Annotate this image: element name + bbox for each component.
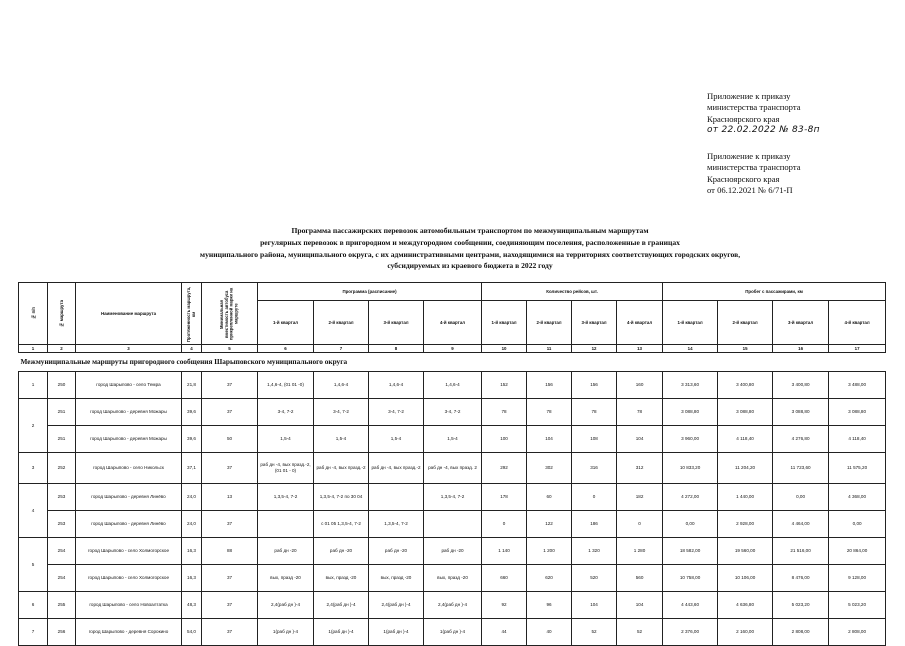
trips-q4: 1 280 [617, 538, 663, 565]
trips-q2: 60 [527, 484, 572, 511]
column-number: 10 [482, 345, 527, 353]
bus-capacity: 13 [202, 484, 258, 511]
schedule-q3: 3-4, 7-2 [369, 399, 424, 426]
mileage-q1: 10 833,20 [663, 453, 718, 484]
column-number: 7 [314, 345, 369, 353]
approval-line: министерства транспорта [707, 102, 801, 113]
trips-q3: 186 [572, 511, 617, 538]
section-title: Межмуниципальные маршруты пригородного сообщения Шарыповского муниципального округа [19, 353, 886, 372]
mileage-q2: 4 118,40 [718, 426, 773, 453]
column-number: 9 [424, 345, 482, 353]
table-row [19, 538, 886, 565]
mileage-q4: 20 864,00 [829, 538, 886, 565]
mileage-q3: 8 476,00 [773, 565, 829, 592]
bus-capacity: 88 [202, 538, 258, 565]
trips-q2: 78 [527, 399, 572, 426]
schedule-q2: раб дн -20 [314, 538, 369, 565]
title-line: Программа пассажирских перевозок автомобильным транспортом по межмуниципальным маршрутам [291, 226, 649, 235]
trips-q2: 156 [527, 372, 572, 399]
mileage-q2: 1 440,00 [718, 484, 773, 511]
schedule-q3: 1(раб дн )-4 [369, 619, 424, 646]
row-number: 7 [19, 619, 48, 646]
column-number: 11 [527, 345, 572, 353]
route-number: 251 [48, 426, 76, 453]
header-mileage-q3: 3-й квартал [773, 301, 829, 345]
mileage-q2: 2 160,00 [718, 619, 773, 646]
schedule-q4 [424, 511, 482, 538]
bus-capacity: 37 [202, 619, 258, 646]
mileage-q1: 4 272,00 [663, 484, 718, 511]
schedule-q3: раб дн -4, вых празд.-2 [369, 453, 424, 484]
approval-date-handwritten: от 22.02.2022 № 83-8п [707, 125, 820, 136]
schedule-q1 [258, 511, 314, 538]
mileage-q2: 4 636,80 [718, 592, 773, 619]
column-number: 16 [773, 345, 829, 353]
column-number: 1 [19, 345, 48, 353]
route-length: 48,3 [182, 592, 202, 619]
routes-table [18, 282, 886, 646]
schedule-q1: 3-4, 7-2 [258, 399, 314, 426]
schedule-q1: 1,5-4 [258, 426, 314, 453]
column-number: 2 [48, 345, 76, 353]
route-length: 24,0 [182, 511, 202, 538]
schedule-q4: 1,4,6-4 [424, 372, 482, 399]
schedule-q4: 3-4, 7-2 [424, 399, 482, 426]
trips-q1: 660 [482, 565, 527, 592]
header-schedule-group: Программа (расписание) [258, 283, 482, 301]
schedule-q3: раб дн -20 [369, 538, 424, 565]
schedule-q4: 2,4(раб дн )-4 [424, 592, 482, 619]
trips-q4: 312 [617, 453, 663, 484]
trips-q3: 520 [572, 565, 617, 592]
bus-capacity: 37 [202, 592, 258, 619]
route-length: 54,0 [182, 619, 202, 646]
mileage-q2: 11 204,20 [718, 453, 773, 484]
mileage-q4: 4 368,00 [829, 484, 886, 511]
route-number: 255 [48, 592, 76, 619]
schedule-q4: раб дн -4, вых празд. 2 [424, 453, 482, 484]
row-number: 4 [19, 484, 48, 538]
schedule-q1: 2,4(раб дн )-4 [258, 592, 314, 619]
trips-q4: 52 [617, 619, 663, 646]
header-num: № п/п [19, 283, 48, 345]
schedule-q1: раб дн -20 [258, 538, 314, 565]
route-number: 252 [48, 453, 76, 484]
schedule-q2: 1,3,5-4, 7-2 по 30 04 [314, 484, 369, 511]
route-number: 253 [48, 511, 76, 538]
trips-q2: 96 [527, 592, 572, 619]
row-number: 1 [19, 372, 48, 399]
header-mileage-group: Пробег с пассажирами, км [663, 283, 886, 301]
table-row [19, 399, 886, 426]
document-title [40, 225, 900, 272]
table-row [19, 426, 886, 453]
mileage-q1: 10 758,00 [663, 565, 718, 592]
trips-q3: 316 [572, 453, 617, 484]
route-name: город Шарыпово - деревня Линёво [76, 511, 182, 538]
route-name: город Шарыпово - село Новоалтатка [76, 592, 182, 619]
column-number: 3 [76, 345, 182, 353]
header-route-number: № маршрута [48, 283, 76, 345]
row-number: 5 [19, 538, 48, 592]
route-length: 16,3 [182, 565, 202, 592]
trips-q3: 78 [572, 399, 617, 426]
header-capacity: Минимальная вместимость автобуса прикрепленной марки на маршруте [202, 283, 258, 345]
column-number: 15 [718, 345, 773, 353]
trips-q3: 108 [572, 426, 617, 453]
schedule-q2: 3-4, 7-2 [314, 399, 369, 426]
header-route-name: Наименование маршрута [76, 283, 182, 345]
schedule-q4: 1,5-4 [424, 426, 482, 453]
schedule-q3: вых, празд -20 [369, 565, 424, 592]
bus-capacity: 37 [202, 511, 258, 538]
header-schedule-q1: 1-й квартал [258, 301, 314, 345]
header-schedule-q4: 4-й квартал [424, 301, 482, 345]
table-row [19, 484, 886, 511]
mileage-q4: 2 808,00 [829, 619, 886, 646]
bus-capacity: 37 [202, 565, 258, 592]
bus-capacity: 37 [202, 372, 258, 399]
schedule-q1: 1,4,6-4, (01 01 -0) [258, 372, 314, 399]
schedule-q2: 1,4,6-4 [314, 372, 369, 399]
trips-q3: 104 [572, 592, 617, 619]
mileage-q1: 3 960,00 [663, 426, 718, 453]
table-row [19, 592, 886, 619]
column-number: 12 [572, 345, 617, 353]
schedule-q4: 1(раб дн )-4 [424, 619, 482, 646]
route-name: город Шарыпово - деревня Линёво [76, 484, 182, 511]
schedule-q3: 1,4,6-4 [369, 372, 424, 399]
mileage-q4: 5 023,20 [829, 592, 886, 619]
mileage-q1: 3 313,60 [663, 372, 718, 399]
column-number: 17 [829, 345, 886, 353]
mileage-q3: 3 400,80 [773, 372, 829, 399]
approval-line: Приложение к приказу [707, 91, 791, 101]
trips-q2: 40 [527, 619, 572, 646]
column-number: 4 [182, 345, 202, 353]
header-mileage-q4: 4-й квартал [829, 301, 886, 345]
column-number: 5 [202, 345, 258, 353]
route-number: 254 [48, 565, 76, 592]
trips-q3: 1 320 [572, 538, 617, 565]
mileage-q1: 0,00 [663, 511, 718, 538]
mileage-q1: 18 582,00 [663, 538, 718, 565]
trips-q1: 100 [482, 426, 527, 453]
mileage-q4: 0,00 [829, 511, 886, 538]
trips-q4: 182 [617, 484, 663, 511]
header-mileage-q1: 1-й квартал [663, 301, 718, 345]
header-trips-q2: 2-й квартал [527, 301, 572, 345]
header-mileage-q2: 2-й квартал [718, 301, 773, 345]
trips-q2: 302 [527, 453, 572, 484]
schedule-q2: 1,5-4 [314, 426, 369, 453]
table-row [19, 565, 886, 592]
trips-q4: 560 [617, 565, 663, 592]
trips-q4: 104 [617, 426, 663, 453]
mileage-q4: 4 118,40 [829, 426, 886, 453]
mileage-q3: 0,00 [773, 484, 829, 511]
header-trips-q3: 3-й квартал [572, 301, 617, 345]
header-trips-group: Количество рейсов, шт. [482, 283, 663, 301]
route-number: 256 [48, 619, 76, 646]
table-row [19, 619, 886, 646]
schedule-q1: 1,3,5-4, 7-2 [258, 484, 314, 511]
row-number: 3 [19, 453, 48, 484]
column-number: 13 [617, 345, 663, 353]
schedule-q4: 1,3,5-4, 7-2 [424, 484, 482, 511]
mileage-q2: 3 088,80 [718, 399, 773, 426]
title-line: регулярных перевозок в пригородном и междугородном сообщении, соединяющим поселения, расположенные в границах [260, 237, 680, 247]
trips-q1: 178 [482, 484, 527, 511]
approval-line: министерства транспорта [707, 162, 801, 173]
approval-date: от 06.12.2021 № 6/71-П [707, 185, 793, 196]
schedule-q1: 1(раб дн )-4 [258, 619, 314, 646]
title-line: муниципального района, муниципального округа, с их административными центрами, находящимися на территориях соответствующих городских округов, [199, 249, 741, 259]
mileage-q2: 2 928,00 [718, 511, 773, 538]
mileage-q2: 19 560,00 [718, 538, 773, 565]
route-length: 39,6 [182, 426, 202, 453]
trips-q1: 92 [482, 592, 527, 619]
route-number: 254 [48, 538, 76, 565]
header-trips-q4: 4-й квартал [617, 301, 663, 345]
schedule-q2: вых, празд -20 [314, 565, 369, 592]
trips-q3: 52 [572, 619, 617, 646]
trips-q3: 0 [572, 484, 617, 511]
header-trips-q1: 1-й квартал [482, 301, 527, 345]
mileage-q3: 11 723,60 [773, 453, 829, 484]
trips-q2: 122 [527, 511, 572, 538]
mileage-q3: 2 808,00 [773, 619, 829, 646]
trips-q4: 78 [617, 399, 663, 426]
header-schedule-q2: 2-й квартал [314, 301, 369, 345]
schedule-q1: раб дн -4, вых празд.-2, (01 01 - 0) [258, 453, 314, 484]
mileage-q3: 4 276,80 [773, 426, 829, 453]
mileage-q4: 11 575,20 [829, 453, 886, 484]
trips-q2: 1 200 [527, 538, 572, 565]
table-row [19, 453, 886, 484]
route-length: 37,1 [182, 453, 202, 484]
approval-note-original [707, 151, 887, 197]
schedule-q1: вых, празд -20 [258, 565, 314, 592]
schedule-q2: с 01 05 1,3,5-4, 7-2 [314, 511, 369, 538]
schedule-q3: 1,3,5-4, 7-2 [369, 511, 424, 538]
row-number: 6 [19, 592, 48, 619]
bus-capacity: 37 [202, 453, 258, 484]
route-name: город Шарыпово - деревня Можары [76, 426, 182, 453]
mileage-q1: 3 088,80 [663, 399, 718, 426]
schedule-q3: 2,4(раб дн )-4 [369, 592, 424, 619]
trips-q4: 104 [617, 592, 663, 619]
approval-line: Красноярского края [707, 173, 780, 184]
header-schedule-q3: 3-й квартал [369, 301, 424, 345]
approval-line: Красноярского края [707, 113, 780, 124]
schedule-q3 [369, 484, 424, 511]
route-length: 16,3 [182, 538, 202, 565]
schedule-q4: вых, празд -20 [424, 565, 482, 592]
trips-q1: 152 [482, 372, 527, 399]
trips-q1: 1 140 [482, 538, 527, 565]
route-number: 251 [48, 399, 76, 426]
column-number: 8 [369, 345, 424, 353]
route-length: 39,6 [182, 399, 202, 426]
schedule-q4: раб дн -20 [424, 538, 482, 565]
table-row [19, 511, 886, 538]
mileage-q2: 3 400,80 [718, 372, 773, 399]
trips-q2: 620 [527, 565, 572, 592]
trips-q1: 78 [482, 399, 527, 426]
schedule-q2: 1(раб дн )-4 [314, 619, 369, 646]
trips-q4: 0 [617, 511, 663, 538]
header-length: Протяженность маршрута, км [182, 283, 202, 345]
route-number: 253 [48, 484, 76, 511]
route-name: город Шарыпово - село Холмогорское [76, 565, 182, 592]
mileage-q4: 3 088,80 [829, 399, 886, 426]
route-name: город Шарыпово - деревня Можары [76, 399, 182, 426]
bus-capacity: 37 [202, 399, 258, 426]
mileage-q4: 3 488,00 [829, 372, 886, 399]
route-name: город Шарыпово - село Холмогорское [76, 538, 182, 565]
bus-capacity: 50 [202, 426, 258, 453]
route-name: город Шарыпово - село Никольск [76, 453, 182, 484]
route-length: 21,8 [182, 372, 202, 399]
mileage-q4: 9 128,00 [829, 565, 886, 592]
approval-note-current [707, 91, 887, 137]
table-row [19, 372, 886, 399]
section-row [19, 353, 886, 372]
row-number: 2 [19, 399, 48, 453]
mileage-q3: 5 023,20 [773, 592, 829, 619]
column-number: 6 [258, 345, 314, 353]
mileage-q1: 4 443,60 [663, 592, 718, 619]
mileage-q1: 2 376,00 [663, 619, 718, 646]
mileage-q3: 21 516,00 [773, 538, 829, 565]
route-length: 24,0 [182, 484, 202, 511]
schedule-q2: раб дн -4, вых празд.-2 [314, 453, 369, 484]
mileage-q3: 4 464,00 [773, 511, 829, 538]
trips-q2: 104 [527, 426, 572, 453]
column-number-row [19, 345, 886, 353]
route-name: город Шарыпово - деревня Сорокино [76, 619, 182, 646]
column-number: 14 [663, 345, 718, 353]
trips-q3: 156 [572, 372, 617, 399]
approval-line: Приложение к приказу [707, 151, 791, 161]
schedule-q3: 1,5-4 [369, 426, 424, 453]
mileage-q3: 3 088,80 [773, 399, 829, 426]
trips-q1: 0 [482, 511, 527, 538]
trips-q1: 44 [482, 619, 527, 646]
trips-q4: 160 [617, 372, 663, 399]
title-line: субсидируемых из краевого бюджета в 2022 году [387, 261, 553, 271]
route-number: 250 [48, 372, 76, 399]
trips-q1: 292 [482, 453, 527, 484]
mileage-q2: 10 106,00 [718, 565, 773, 592]
route-name: город Шарыпово - село Темра [76, 372, 182, 399]
schedule-q2: 2,4(раб дн )-4 [314, 592, 369, 619]
